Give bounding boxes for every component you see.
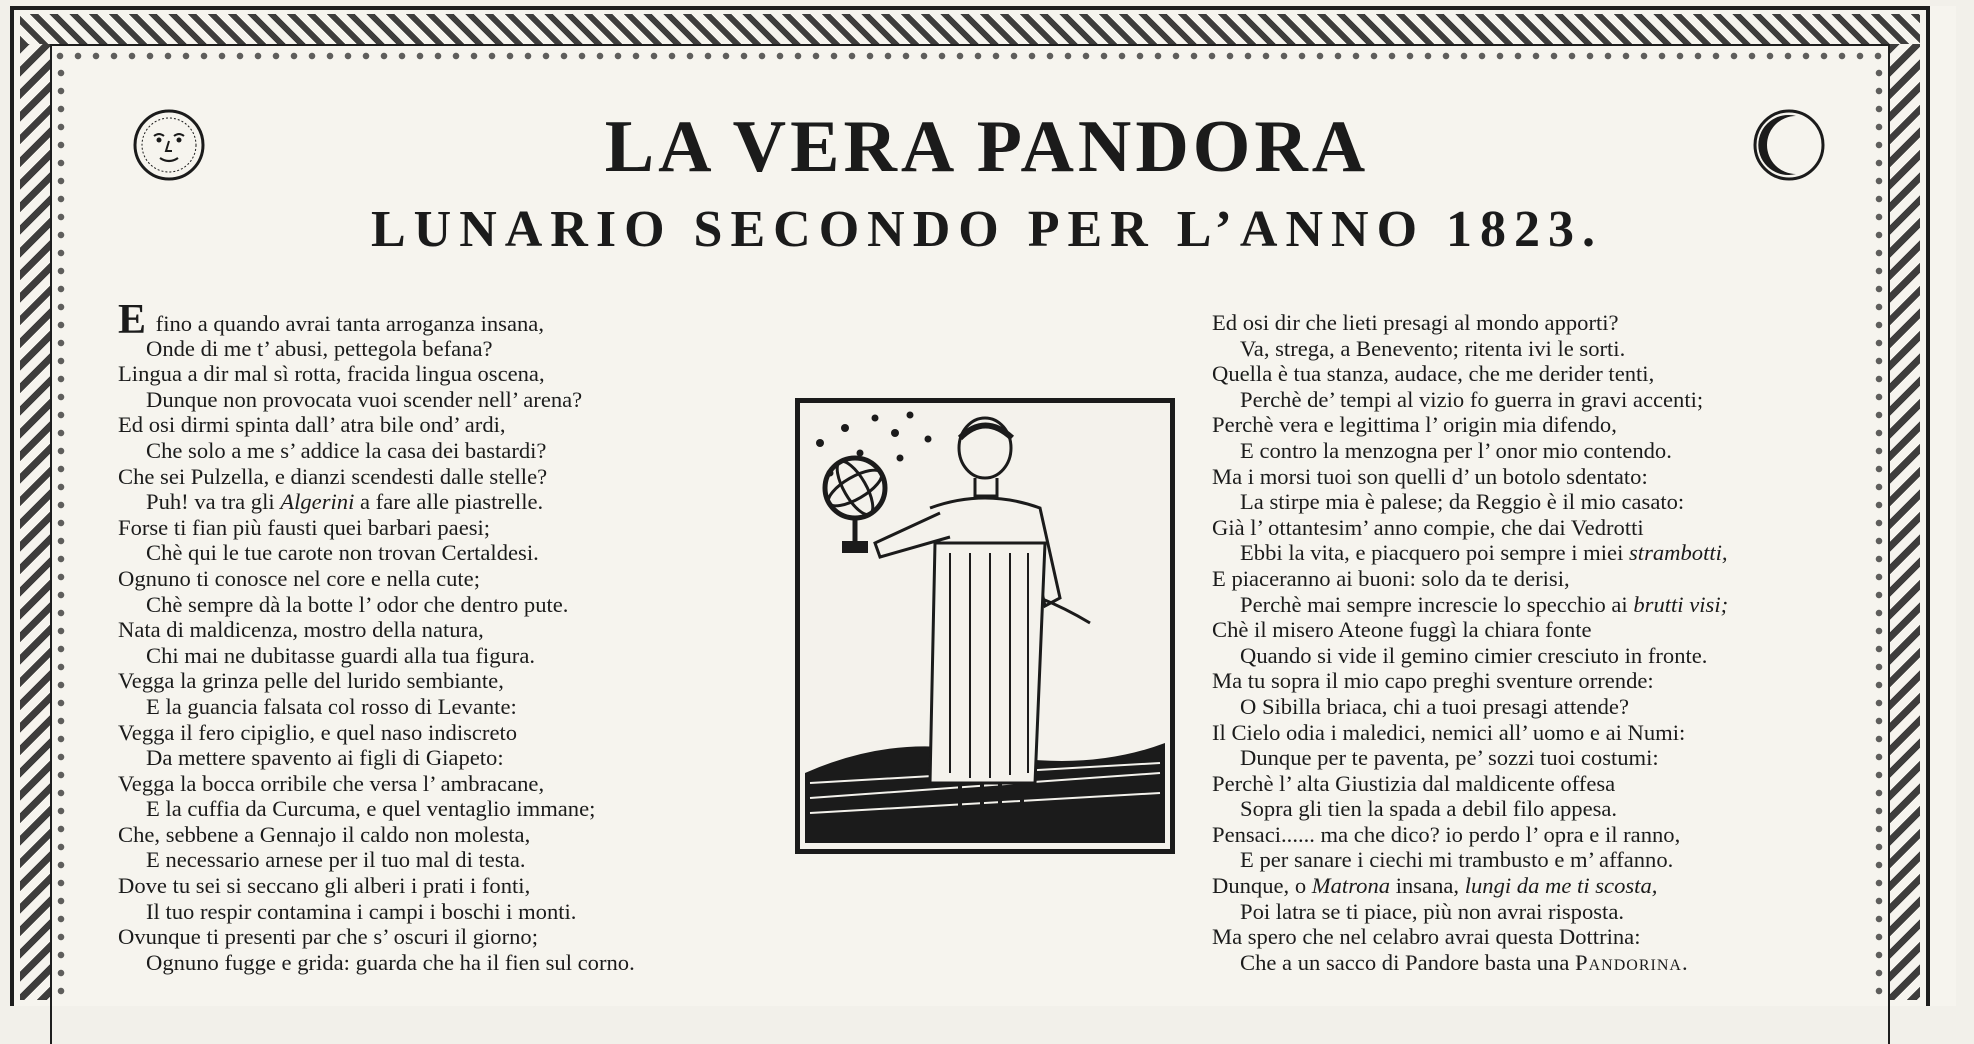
verse-line: Ed osi dir che lieti presagi al mondo apporti? [1212,310,1619,335]
verse-line: Onde di me t’ abusi, pettegola befana? [146,335,493,361]
verse-line: Chè sempre dà la botte l’ odor che dentro pute. [146,591,569,617]
verse-line: E per sanare i ciechi mi trambusto e m’ affanno. [1240,847,1674,873]
verse-line: Poi latra se ti piace, più non avrai risposta. [1240,898,1624,924]
verse-line: E piaceranno ai buoni: solo da te derisi, [1212,565,1570,591]
verse-line: Che sei Pulzella, e dianzi scendesti dalle stelle? [118,463,548,489]
verse-line: Ognuno ti conosce nel core e nella cute; [118,565,480,591]
verse-line: Quella è tua stanza, audace, che me derider tenti, [1212,361,1655,387]
left-verse-column [118,297,758,975]
verse-line: Ebbi la vita, e piacquero poi sempre i miei strambotti, [1240,540,1728,566]
verse-line: Che solo a me s’ addice la casa dei bastardi? [146,437,547,463]
right-verse-column [1212,310,1872,975]
lace-ornament-top [52,48,1888,64]
verse-line: E contro la menzogna per l’ onor mio contendo. [1240,437,1672,463]
top-decorative-band [20,14,1920,44]
verse-line: O Sibilla briaca, chi a tuoi presagi attende? [1240,693,1629,719]
verse-line: Ma spero che nel celabro avrai questa Dottrina: [1212,924,1641,950]
verse-line: Il tuo respir contamina i campi i boschi i monti. [146,898,577,924]
woodcut-illustration [795,398,1175,854]
verse-line: Dunque per te paventa, pe’ sozzi tuoi costumi: [1240,745,1659,771]
verse-line: Chè qui le tue carote non trovan Certaldesi. [146,540,539,566]
verse-line: E la guancia falsata col rosso di Levante: [146,693,517,719]
verse-line: Forse ti fian più fausti quei barbari paesi; [118,514,491,540]
verse-line: Ovunque ti presenti par che s’ oscuri il giorno; [118,924,538,950]
verse-line: Chi mai ne dubitasse guardi alla tua figura. [146,642,536,668]
armillary-sphere-icon [824,457,887,553]
verse-line: Che, sebbene a Gennajo il caldo non molesta, [118,821,531,847]
verse-line: Ma tu sopra il mio capo preghi sventure orrende: [1212,668,1654,694]
verse-line: Dunque, o Matrona insana, lungi da me ti scosta, [1212,873,1658,899]
verse-line: Quando si vide il gemino cimier cresciuto in fronte. [1240,642,1708,668]
verse-line: Perchè mai sempre increscie lo specchio ai brutti visi; [1240,591,1729,617]
verse-line: Da mettere spavento ai figli di Giapeto: [146,745,504,771]
verse-line: E necessario arnese per il tuo mal di testa. [146,847,526,873]
verse-line: Che a un sacco di Pandore basta una Pandorina. [1240,949,1689,975]
verse-line: Ma i morsi tuoi son quelli d’ un botolo sdentato: [1212,463,1648,489]
verse-line: E fino a quando avrai tanta arroganza insana, [118,297,544,343]
verse-line: Il Cielo odia i maledici, nemici all’ uomo e ai Numi: [1212,719,1686,745]
verse-line: Lingua a dir mal sì rotta, fracida lingua oscena, [118,361,545,387]
verse-line: Sopra gli tien la spada a debil filo appesa. [1240,796,1618,822]
verse-line: Dove tu sei si seccano gli alberi i prati i fonti, [118,873,531,899]
verse-line: Pensaci...... ma che dico? io perdo l’ opra e il ranno, [1212,821,1681,847]
verse-line: Perchè vera e legittima l’ origin mia difendo, [1212,412,1617,438]
verse-line: Vegga la grinza pelle del lurido sembiante, [118,668,504,694]
verse-line: Ognuno fugge e grida: guarda che ha il fien sul corno. [146,949,635,975]
woodcut-figure-icon [800,403,1170,849]
verse-line: Ed osi dirmi spinta dall’ atra bile ond’ ardi, [118,412,506,438]
verse-line: Nata di maldicenza, mostro della natura, [118,617,484,643]
verse-line: Chè il misero Ateone fuggì la chiara fonte [1212,617,1592,643]
verse-line: Dunque non provocata vuoi scender nell’ arena? [146,386,583,412]
drop-cap: E [118,297,147,343]
page-subtitle: LUNARIO SECONDO PER L’ANNO 1823. [370,201,1604,258]
verse-line: Perchè l’ alta Giustizia dal maldicente offesa [1212,770,1616,796]
verse-line: La stirpe mia è palese; da Reggio è il mio casato: [1240,489,1685,515]
verse-line: Già l’ ottantesim’ anno compie, che dai Vedrotti [1212,514,1644,540]
page-title: LA VERA PANDORA [604,106,1370,188]
verse-line: Perchè de’ tempi al vizio fo guerra in gravi accenti; [1240,386,1704,412]
verse-line: E la cuffia da Curcuma, e quel ventaglio immane; [146,796,596,822]
verse-line: Vegga il fero cipiglio, e quel naso indiscreto [118,719,518,745]
verse-line: Vegga la bocca orribile che versa l’ ambracane, [118,770,545,796]
verse-line: Va, strega, a Benevento; ritenta ivi le sorti. [1240,335,1626,361]
verse-line: Puh! va tra gli Algerini a fare alle piastrelle. [146,489,544,515]
